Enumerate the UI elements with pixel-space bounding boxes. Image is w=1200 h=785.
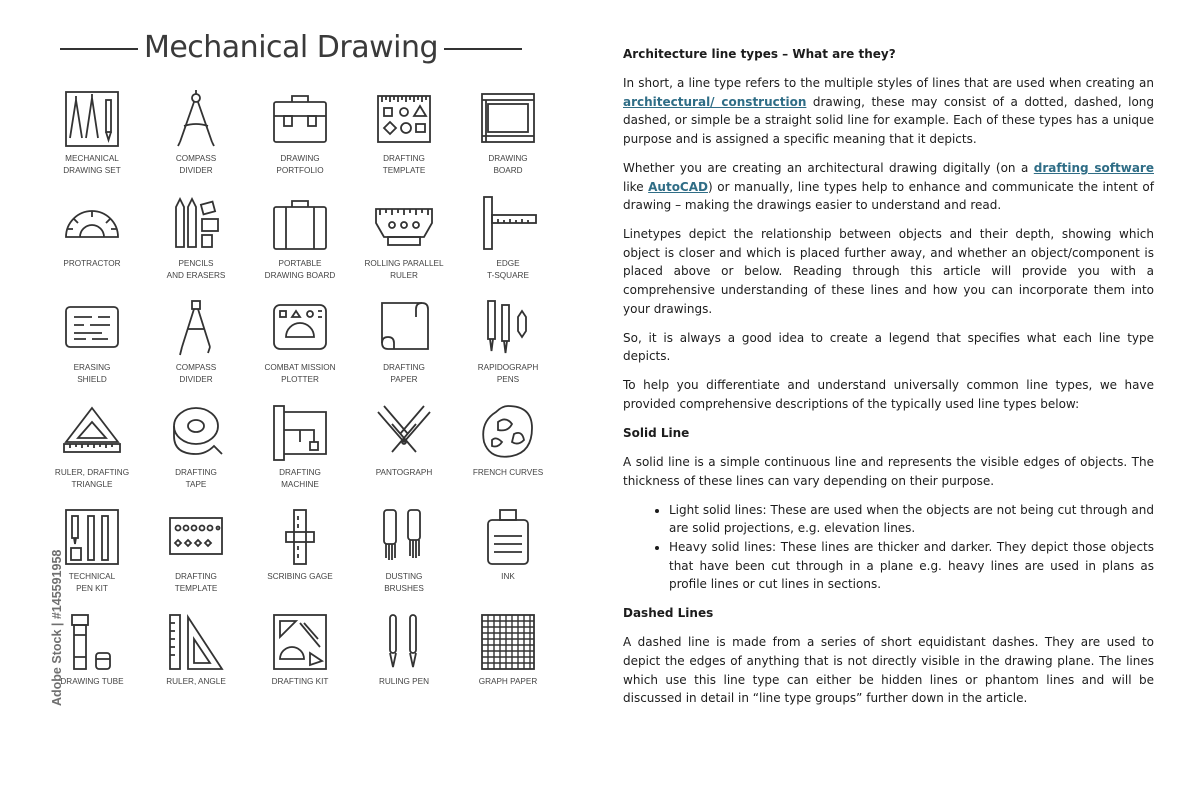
descriptions-paragraph: To help you differentiate and understand universally common line types, we have provided comprehensive descriptions of the typically used line types below: — [623, 378, 1154, 411]
item-label: DRAFTING KIT — [271, 676, 329, 686]
technical-pen-kit-icon — [62, 506, 122, 566]
ruler-drafting-triangle-icon — [62, 402, 122, 462]
legend-paragraph: So, it is always a good idea to create a legend that specifies what each line type depicts. — [623, 330, 1154, 364]
item-label: DRAWING BOARD — [488, 154, 528, 175]
item-label: EDGE T-SQUARE — [487, 258, 529, 280]
drafting-software-link[interactable]: drafting software — [1033, 160, 1154, 175]
text-run: like — [623, 179, 649, 194]
icon-row — [40, 506, 560, 611]
poster-item — [144, 88, 248, 192]
list-item: • Heavy solid lines: These lines are thicker and darker. They depict those objects that have been cut through in a plane e.g. heavy lines are used in plans as profile lines or cut lines in sections. — [669, 538, 1154, 594]
poster-item — [456, 297, 560, 401]
item-label: RULER, ANGLE — [166, 676, 226, 686]
solid-line-heading: Solid Line — [623, 426, 690, 441]
compass-divider-icon — [166, 88, 226, 148]
item-label: GRAPH PAPER — [478, 676, 538, 686]
item-label: COMPASS DIVIDER — [175, 154, 217, 175]
item-label: DRAFTING PAPER — [383, 363, 425, 384]
ruler-angle-icon — [166, 611, 226, 671]
compass-divider-2-icon — [166, 297, 226, 357]
item-label: ROLLING PARALLEL RULER — [364, 258, 444, 280]
dashed-lines-paragraph: A dashed line is made from a series of short equidistant dashes. They are used to depict the edges of anything that is not directly visible in the drawing plane. The lines which use this line type can either be hidden lines or phantom lines and will be discussed in detail in “line type groups” further down in the article. — [623, 635, 1154, 706]
graph-paper-icon — [478, 611, 538, 671]
pencils-erasers-icon — [166, 193, 226, 253]
solid-line-paragraph: A solid line is a simple continuous line and represents the visible edges of objects. The thickness of these lines can vary depending on their purpose. — [623, 455, 1154, 488]
linetypes-paragraph: Linetypes depict the relationship between objects and their depth, showing which object is closer and which is placed further away, and whether an object/component is placed above or below. Reading through this article will provide you with a comprehensive understanding of these lines and how you can incorporate them into your drawings. — [623, 227, 1154, 316]
item-label: FRENCH CURVES — [472, 467, 544, 477]
title-rule-right — [444, 48, 522, 50]
french-curves-icon — [478, 402, 538, 462]
poster-item — [40, 193, 144, 297]
icon-row — [40, 297, 560, 402]
protractor-icon — [62, 193, 122, 253]
text-run: In short, a line type refers to the multiple styles of lines that are used when creating an — [623, 76, 1154, 91]
drafting-template-icon — [374, 88, 434, 148]
poster-item — [248, 611, 352, 715]
item-label: PORTABLE DRAWING BOARD — [264, 258, 336, 280]
poster-item — [352, 402, 456, 506]
poster-item — [352, 297, 456, 401]
pantograph-icon — [374, 402, 434, 462]
drafting-kit-icon — [270, 611, 330, 671]
item-label: RULING PEN — [378, 676, 430, 686]
icon-row — [40, 88, 560, 193]
poster-item — [352, 193, 456, 297]
article — [623, 45, 1154, 718]
erasing-shield-icon — [62, 297, 122, 357]
poster-item — [248, 193, 352, 297]
icon-row — [40, 193, 560, 298]
drawing-tube-icon — [62, 611, 122, 671]
poster-item — [352, 506, 456, 610]
dusting-brushes-icon — [374, 506, 434, 566]
mechanical-drawing-poster — [0, 0, 590, 785]
item-label: PROTRACTOR — [63, 258, 121, 268]
item-label: DRAFTING MACHINE — [279, 467, 321, 489]
item-label: COMBAT MISSION PLOTTER — [264, 363, 336, 384]
poster-item — [40, 88, 144, 192]
poster-item — [248, 506, 352, 610]
ruling-pen-icon — [374, 611, 434, 671]
item-label: PANTOGRAPH — [375, 467, 433, 477]
item-label: DRAWING TUBE — [60, 676, 124, 686]
mechanical-drawing-set-icon — [62, 88, 122, 148]
drawing-portfolio-icon — [270, 88, 330, 148]
poster-item — [144, 506, 248, 610]
poster-item — [40, 297, 144, 401]
item-label: INK — [501, 572, 515, 581]
ink-icon — [478, 506, 538, 566]
poster-title-row — [60, 28, 522, 68]
scribing-gage-icon — [270, 506, 330, 566]
drafting-paper-icon — [374, 297, 434, 357]
poster-item — [456, 193, 560, 297]
item-label: PENCILS AND ERASERS — [166, 258, 226, 280]
poster-item — [456, 611, 560, 715]
rolling-parallel-ruler-icon — [374, 193, 434, 253]
drafting-tape-icon — [166, 402, 226, 462]
combat-mission-plotter-icon — [270, 297, 330, 357]
poster-item — [144, 402, 248, 506]
item-label: DRAFTING TAPE — [175, 467, 217, 489]
dashed-lines-heading: Dashed Lines — [623, 606, 714, 621]
drafting-template-2-icon — [166, 506, 226, 566]
item-label: TECHNICAL PEN KIT — [68, 572, 116, 593]
poster-item — [352, 611, 456, 715]
poster-item — [40, 402, 144, 506]
poster-item — [456, 88, 560, 192]
poster-item — [352, 88, 456, 192]
poster-item — [144, 193, 248, 297]
edge-t-square-icon — [478, 193, 538, 253]
solid-line-bullets — [623, 501, 1154, 594]
item-label: RULER, DRAFTING TRIANGLE — [54, 467, 130, 489]
item-label: MECHANICAL DRAWING SET — [63, 154, 121, 175]
drafting-machine-icon — [270, 402, 330, 462]
poster-item — [248, 88, 352, 192]
poster-item — [248, 402, 352, 506]
portable-drawing-board-icon — [270, 193, 330, 253]
poster-title: Mechanical Drawing — [143, 30, 439, 65]
stock-watermark: Adobe Stock | #145591958 — [50, 549, 64, 706]
text-run: ) or manually, line types help to enhance and communicate the intent of drawing – making the drawings easier to understand and read. — [623, 179, 1155, 213]
icon-row — [40, 402, 560, 507]
intro-paragraph — [623, 74, 1154, 148]
poster-item — [456, 402, 560, 506]
poster-item — [248, 297, 352, 401]
item-label: RAPIDOGRAPH PENS — [477, 363, 539, 384]
item-label: ERASING SHIELD — [73, 363, 111, 384]
icon-grid — [40, 88, 560, 715]
item-label: SCRIBING GAGE — [267, 572, 333, 581]
list-item: • Light solid lines: These are used when the objects are not being cut through and are solid projections, e.g. elevation lines. — [669, 501, 1154, 538]
icon-row — [40, 611, 560, 716]
text-run: drawing, these may consist of a dotted, dashed, long dashed, or simple be a straight solid line for example. Each of these types has a unique purpose and is assigned a specific meaning that it depicts. — [623, 94, 1155, 146]
item-label: DUSTING BRUSHES — [384, 572, 424, 593]
text-run: Whether you are creating an architectural drawing digitally (on a — [623, 160, 1034, 175]
article-heading: Architecture line types – What are they? — [623, 47, 896, 61]
item-label: DRAFTING TEMPLATE — [174, 572, 218, 593]
poster-item — [456, 506, 560, 610]
drawing-board-icon — [478, 88, 538, 148]
architectural-construction-link[interactable]: architectural/ construction — [623, 94, 807, 109]
poster-item — [144, 611, 248, 715]
rapidograph-pens-icon — [478, 297, 538, 357]
item-label: COMPASS DIVIDER — [175, 363, 217, 384]
item-label: DRAWING PORTFOLIO — [276, 154, 324, 175]
autocad-link[interactable]: AutoCAD — [648, 179, 708, 194]
poster-item — [144, 297, 248, 401]
item-label: DRAFTING TEMPLATE — [382, 154, 426, 175]
digital-drawing-paragraph — [623, 159, 1154, 215]
